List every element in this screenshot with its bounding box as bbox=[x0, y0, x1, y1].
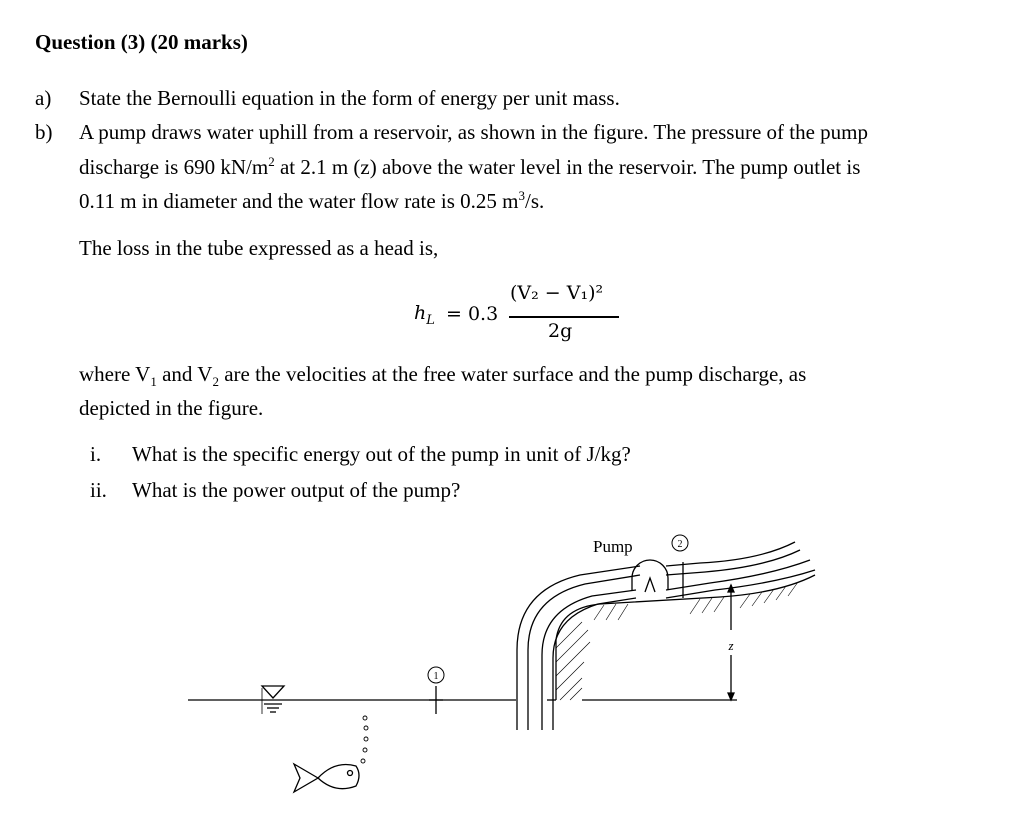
z-label: z bbox=[728, 638, 734, 653]
part-b-label: b) bbox=[35, 120, 53, 144]
part-a-label: a) bbox=[35, 86, 52, 110]
where-line1: where $V_1$ and $V_2$ are the velocities at the free water surface and the pump discharge, as bbox=[79, 362, 807, 390]
question-title: Question (3) (20 marks) bbox=[35, 30, 248, 54]
discharge-upper bbox=[666, 542, 795, 566]
part-a-text: State the Bernoulli equation in the form of energy per unit mass. bbox=[79, 86, 620, 110]
loss-intro: The loss in the tube expressed as a head is, bbox=[79, 236, 439, 260]
fish-body bbox=[318, 765, 359, 789]
eq-lhs: $h_L$ bbox=[414, 302, 435, 328]
where-line2: depicted in the figure. bbox=[79, 396, 264, 420]
pump-label: Pump bbox=[593, 537, 633, 556]
eq-denominator: 2g bbox=[548, 320, 573, 342]
subq-ii-text: What is the power output of the pump? bbox=[132, 478, 461, 502]
subq-i-text: What is the specific energy out of the pump in unit of J/kg? bbox=[132, 442, 631, 466]
fish-tail bbox=[294, 764, 318, 792]
free-surface-triangle bbox=[262, 686, 284, 698]
fish-eye bbox=[348, 771, 353, 776]
part-b-line2: discharge is 690 $kN/m^2$ at 2.1 m (z) above the water level in the reservoir. The pump outlet is bbox=[79, 154, 861, 179]
eq-numerator: (V₂ − V₁)² bbox=[510, 282, 604, 304]
part-b-line1: A pump draws water uphill from a reservoir, as shown in the figure. The pressure of the pump bbox=[79, 120, 868, 144]
embankment-top bbox=[556, 575, 815, 640]
eq-coefficient: = 0.3 bbox=[446, 303, 499, 325]
subq-i-label: i. bbox=[90, 442, 102, 466]
discharge-mid bbox=[666, 550, 800, 575]
part-b-line3: 0.11 m in diameter and the water flow rate is 0.25 $m^3/s$. bbox=[79, 188, 545, 213]
point1-label: 1 bbox=[433, 671, 439, 682]
point2-label: 2 bbox=[677, 539, 683, 550]
pipe-outer bbox=[517, 566, 640, 730]
subq-ii-label: ii. bbox=[90, 478, 107, 502]
